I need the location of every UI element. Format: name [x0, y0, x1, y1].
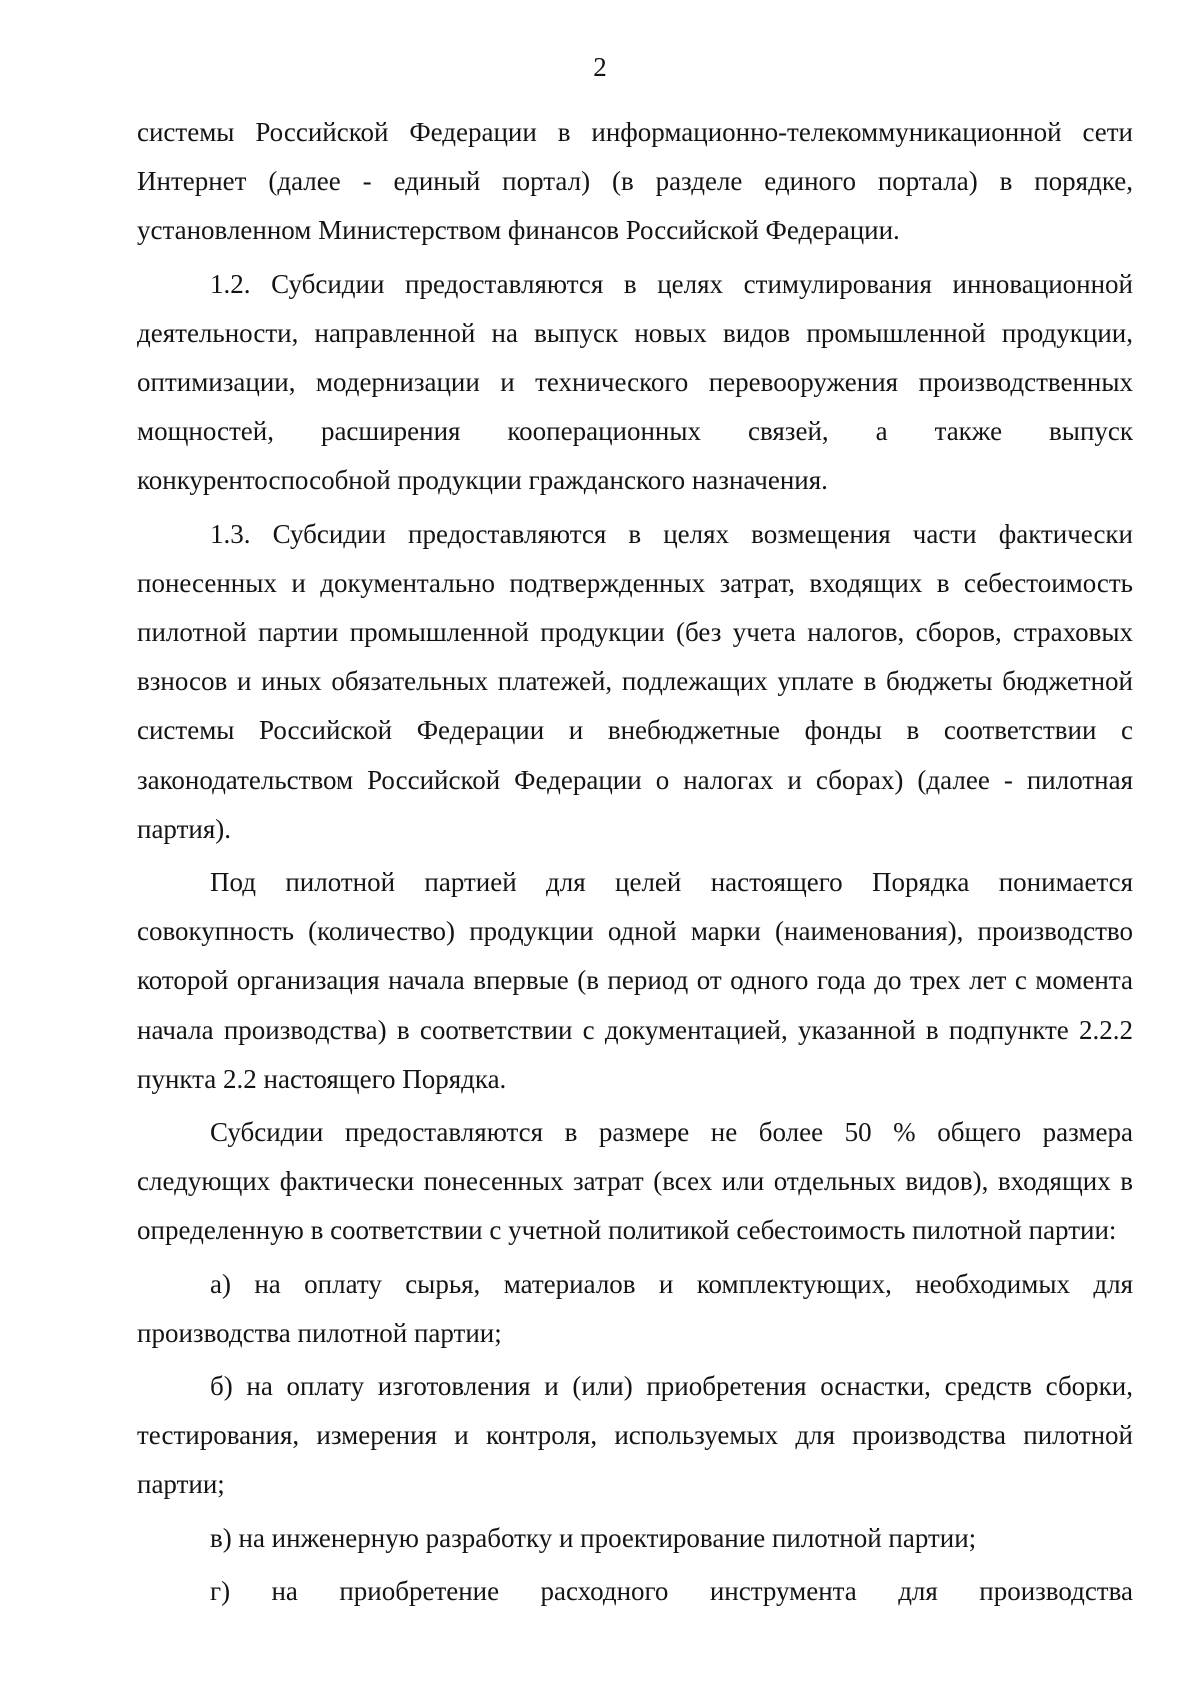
paragraph-1-3: 1.3. Субсидии предоставляются в целях возмещения части фактически понесенных и документально подтвержденных затрат, входящих в себестоимость пилотной партии промышленной продукции (без учета налогов, сборов, страховых взносов и иных обязательных платежей, подлежащих уплате в бюджеты бюджетной системы Российской Федерации и внебюджетные фонды в соответствии с законодательством Российской Федерации о налогах и сборах) (далее - пилотная партия). [137, 518, 1133, 844]
list-item-g: г) на приобретение расходного инструмента для производства [210, 1575, 1133, 1606]
list-item-b: б) на оплату изготовления и (или) приобретения оснастки, средств сборки, тестирования, измерения и контроля, используемых для производства пилотной партии; [137, 1371, 1133, 1500]
paragraph-pilot-definition: Под пилотной партией для целей настоящего Порядка понимается совокупность (количество) продукции одной марки (наименования), производство которой организация начала впервые (в период от одного года до трех лет с момента начала производства) в соответствии с документацией, указанной в подпункте 2.2.2 пункта 2.2 настоящего Порядка. [137, 867, 1133, 1094]
page-number: 2 [593, 52, 607, 82]
document-body [137, 108, 1133, 1616]
paragraph-1-2: 1.2. Субсидии предоставляются в целях стимулирования инновационной деятельности, направленной на выпуск новых видов промышленной продукции, оптимизации, модернизации и технического перевооружения производственных мощностей, расширения кооперационных связей, а также выпуск конкурентоспособной продукции гражданского назначения. [137, 268, 1133, 496]
paragraph-continuation: системы Российской Федерации в информационно-телекоммуникационной сети Интернет (далее - единый портал) (в разделе единого портала) в порядке, установленном Министерством финансов Российской Федерации. [137, 117, 1133, 246]
paragraph-subsidy-size: Субсидии предоставляются в размере не более 50 % общего размера следующих фактически понесенных затрат (всех или отдельных видов), входящих в определенную в соответствии с учетной политикой себестоимость пилотной партии: [137, 1117, 1133, 1246]
list-item-a: а) на оплату сырья, материалов и комплектующих, необходимых для производства пилотной партии; [137, 1268, 1133, 1348]
list-item-v: в) на инженерную разработку и проектирование пилотной партии; [210, 1522, 977, 1553]
